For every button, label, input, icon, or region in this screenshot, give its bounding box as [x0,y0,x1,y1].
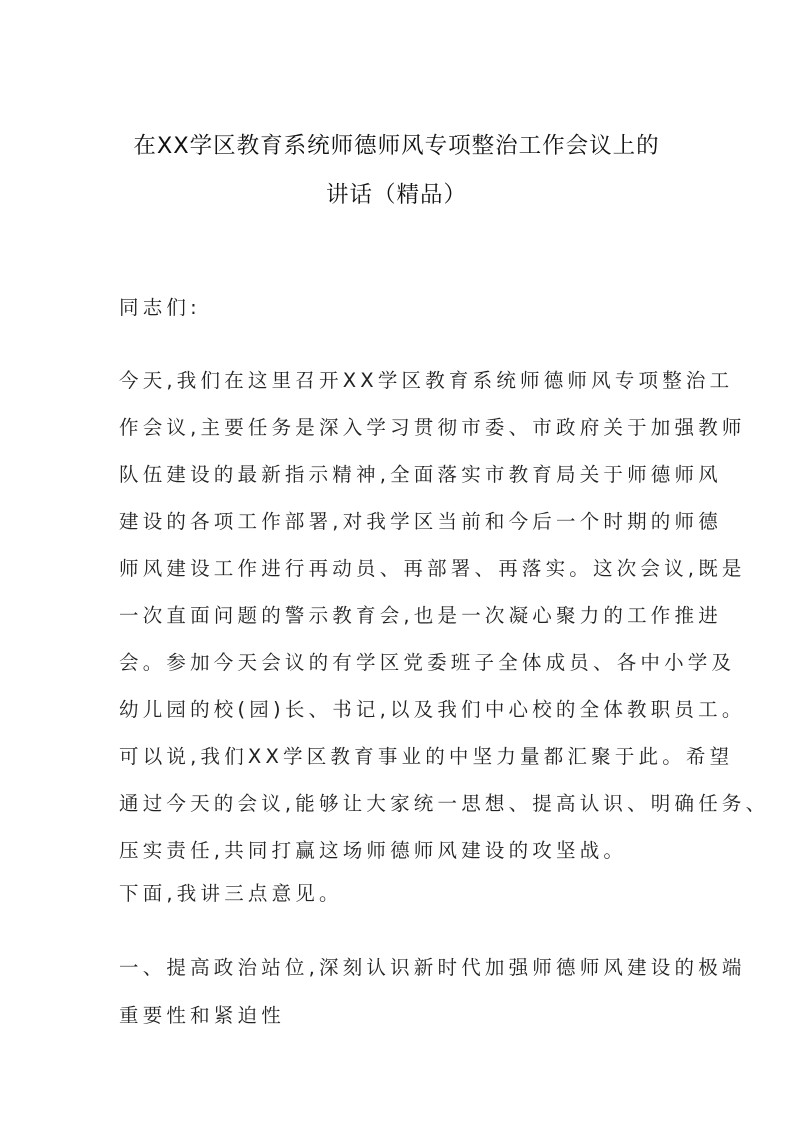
paragraph-line: 可以说,我们XX学区教育事业的中坚力量都汇聚于此。希望 [119,745,734,768]
paragraph-line: 一次直面问题的警示教育会,也是一次凝心聚力的工作推进 [119,604,722,627]
paragraph-line: 会。参加今天会议的有学区党委班子全体成员、各中小学及 [119,651,736,674]
document-title-line-2: 讲话（精品） [325,182,467,208]
paragraph-line: 作会议,主要任务是深入学习贯彻市委、市政府关于加强教师 [119,416,746,439]
paragraph-line: 今天,我们在这里召开XX学区教育系统师德师风专项整治工 [119,369,734,392]
salutation: 同志们: [119,296,201,319]
paragraph-line: 压实责任,共同打赢这场师德师风建设的攻坚战。 [119,839,628,862]
paragraph-line: 队伍建设的最新指示精神,全面落实市教育局关于师德师风 [119,463,722,486]
heading-line: 一、提高政治站位,深刻认识新时代加强师德师风建设的极端 [119,956,746,979]
document-title-line-1: 在XX学区教育系统师德师风专项整治工作会议上的 [133,133,660,159]
paragraph-line: 建设的各项工作部署,对我学区当前和今后一个时期的师德 [119,510,722,533]
paragraph-transition: 下面,我讲三点意见。 [119,882,343,905]
paragraph-line: 通过今天的会议,能够让大家统一思想、提高认识、明确任务、 [119,792,770,815]
heading-line: 重要性和紧迫性 [119,1004,285,1027]
paragraph-line: 师风建设工作进行再动员、再部署、再落实。这次会议,既是 [119,557,746,580]
paragraph-line: 幼儿园的校(园)长、书记,以及我们中心校的全体教职员工。 [119,698,746,721]
